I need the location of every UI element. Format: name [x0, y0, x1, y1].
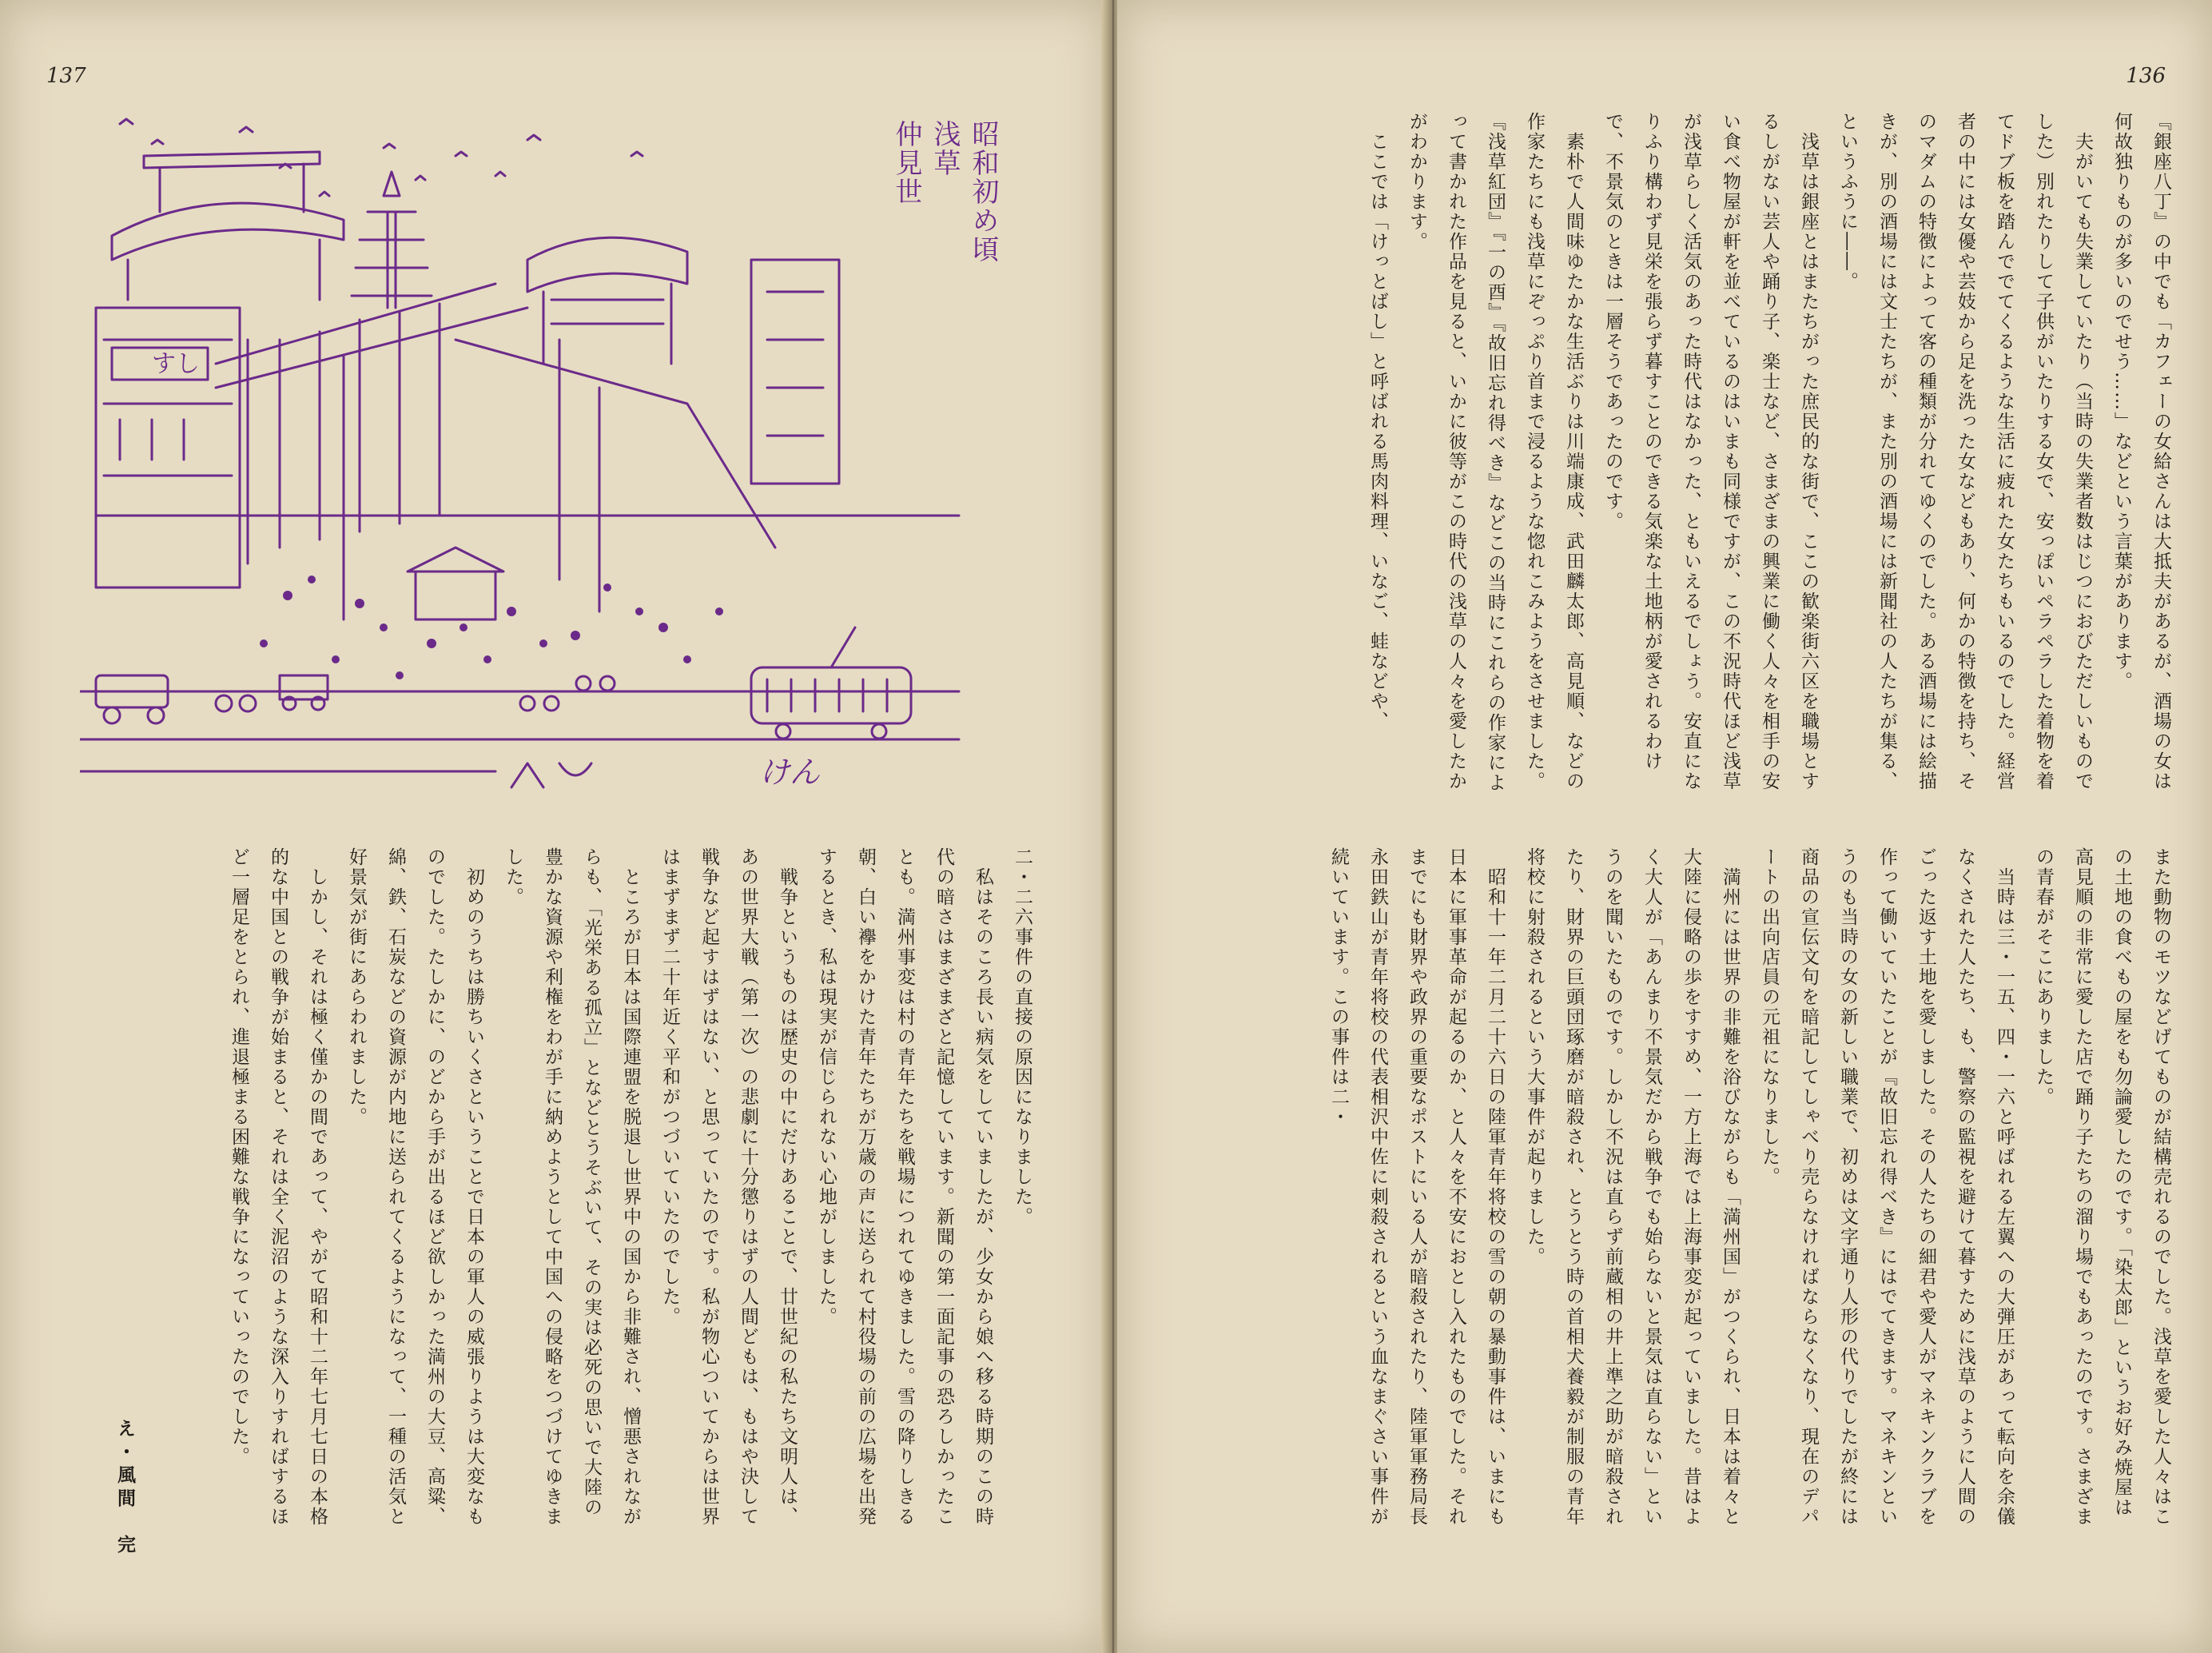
paragraph: 当時は三・一五、四・一六と呼ばれる左翼への大弾圧があって転向を余儀なくされた人たち、も、警察の監視を避けて暮すために浅草のように人間のごった返す土地を愛しました。その人たちの細君や愛人がマネキンクラブを作って働いていたことが『故旧忘れ得べき』にはでてきます。マネキンというのも当時の女の新しい職業で、初めは文字通り人形の代りでしたが終には商品の宣伝文句を暗記してしゃべり売らなければならなくなり、現在のデパートの出向店員の元祖になりました。	[1759, 847, 2015, 1527]
paragraph: 満州には世界の非難を浴びながらも「満州国」がつくられ、日本は着々と大陸に侵略の歩をすすめ、一方上海では上海事変が起っていました。昔はよく大人が「あんまり不景気だから戦争でも始らないと景気は直らない」というのを聞いたものです。しかし不況は直らず前蔵相の井上準之助が暗殺されたり、財界の巨頭団琢磨が暗殺され、とうとう時の首相犬養毅が制服の青年将校に射殺されるという大事件が起りました。	[1524, 847, 1741, 1527]
paragraph: ところが日本は国際連盟を脱退し世界中の国から非難され、憎悪されながらも、「光栄ある孤立」となどとうそぶいて、その実は必死の思いで大陸の豊かな資源や利権をわが手に納めようとして中国への侵略をつづけてゆきました。	[503, 847, 641, 1527]
paragraph: 二・二六事件の直接の原因になりました。	[1012, 847, 1032, 1227]
paragraph: 私はそのころ長い病気をしていましたが、少女から娘へ移る時期のこの時代の暗さはまざまざと記憶しています。新聞の第一面記事の恐ろしかったことも。満州事変は村の青年たちを戦場につれてゆきました。雪の降りしきる朝、白い襷をかけた青年たちが万歳の声に送られて村役場の前の広場を出発するとき、私は現実が信じられない心地がしました。	[816, 847, 993, 1527]
paragraph: しかし、それは極く僅かの間であって、やがて昭和十二年七月七日の本格的な中国との戦争が始まると、それは全く泥沼のような深入りすればするほど一層足をとられ、進退極まる困難な戦争になっていったのでした。	[229, 847, 328, 1527]
right-page	[1117, 0, 2212, 1653]
left-lower-text	[94, 847, 1041, 1535]
paragraph: 『銀座八丁』の中でも「カフェーの女給さんは大抵夫があるが、酒場の女は何故独りものが多いのでせう……」などという言葉があります。	[2111, 112, 2171, 791]
page-number-left: 137	[46, 64, 86, 88]
caption-line: 浅草	[929, 120, 961, 177]
paragraph: 初めのうちは勝ちいくさということで日本の軍人の威張りようは大変なものでした。たしかに、のどから手が出るほど欲しかった満州の大豆、高粱、綿、鉄、石炭などの資源が内地に送られてくるようになって、一種の活気と好景気が街にあらわれました。	[346, 847, 484, 1527]
illustration-shop-sign: すし	[152, 350, 200, 378]
paragraph: 戦争というものは歴史の中にだけあることで、廿世紀の私たち文明人は、あの世界大戦（第一次）の悲劇に十分懲りはずの人間どもは、もはや決して戦争など起すはずはない、と思っていたのです。私が物心ついてからは世界はまずまず二十年近く平和がつづいていたのでした。	[659, 847, 798, 1527]
illustration-credit: え・風間 完	[114, 1419, 136, 1558]
right-upper-text	[1181, 112, 2180, 799]
paragraph: 浅草は銀座とはまたちがった庶民的な街で、ここの歓楽街六区を職場とするしがない芸人や踊り子、楽士など、さまざまの興業に働く人々を相手の安い食べ物屋が軒を並べているのはいまも同様ですが、この不況時代ほど浅草が浅草らしく活気のあった時代はなかった、ともいえるでしょう。安直になりふり構わず見栄を張らず暮すことのできる気楽な土地柄が愛されるわけで、不景気のときは一層そうであったのです。	[1602, 112, 1819, 791]
asakusa-street-sketch-icon	[80, 100, 1023, 803]
paragraph: 夫がいても失業していたり（当時の失業者数はじつにおびただしいものでした）別れたりして子供がいたりする女で、安っぽいペラペラした着物を着てドブ板を踏んででてくるような生活に疲れた女たちもいるのでした。経営者の中には女優や芸妓から足を洗った女などもあり、何かの特徴を持ち、そのマダムの特徴によって客の種類が分れてゆくのでした。ある酒場には絵描きが、別の酒場には文士たちが、また別の酒場には新聞社の人たちが集る、というふうに――。	[1837, 112, 2093, 791]
caption-line: 昭和初め頃	[967, 120, 999, 264]
right-lower-text	[1181, 847, 2180, 1535]
illustration-caption	[887, 120, 1002, 272]
paragraph: 素朴で人間味ゆたかな生活ぶりは川端康成、武田麟太郎、高見順、などの作家たちにも浅草にぞっぷり首まで浸るような惚れこみようをさせました。『浅草紅団』『一の酉』『故旧忘れ得べき』などこの当時にこれらの作家によって書かれた作品を見ると、いかに彼等がこの時代の浅草の人々を愛したかがわかります。	[1406, 112, 1584, 793]
caption-line: 仲見世	[890, 120, 922, 206]
illustration-signature: けん	[759, 755, 821, 790]
page-number-right: 136	[2126, 64, 2166, 88]
paragraph: ここでは「けっとばし」と呼ばれる馬肉料理、いなご、蛙などや、	[1367, 112, 1388, 731]
paragraph: また動物のモツなどげてものが結構売れるのでした。浅草を愛した人々はこの土地の食べもの屋をも勿論愛したのです。「染太郎」というお好み焼屋は高見順の非常に愛した店で踊り子たちの溜り場でもあったのです。さまざまの青春がそこにありました。	[2033, 847, 2171, 1527]
paragraph: 昭和十一年二月二十六日の陸軍青年将校の雪の朝の暴動事件は、いまにも日本に軍事革命が起るのか、と人々を不安におとし入れたものでした。それまでにも財界や政界の重要なポストにいる人が暗殺されたり、陸軍軍務局長永田鉄山が青年将校の代表相沢中佐に刺殺されるという血なまぐさい事件が続いています。この事件は二・	[1328, 847, 1506, 1527]
